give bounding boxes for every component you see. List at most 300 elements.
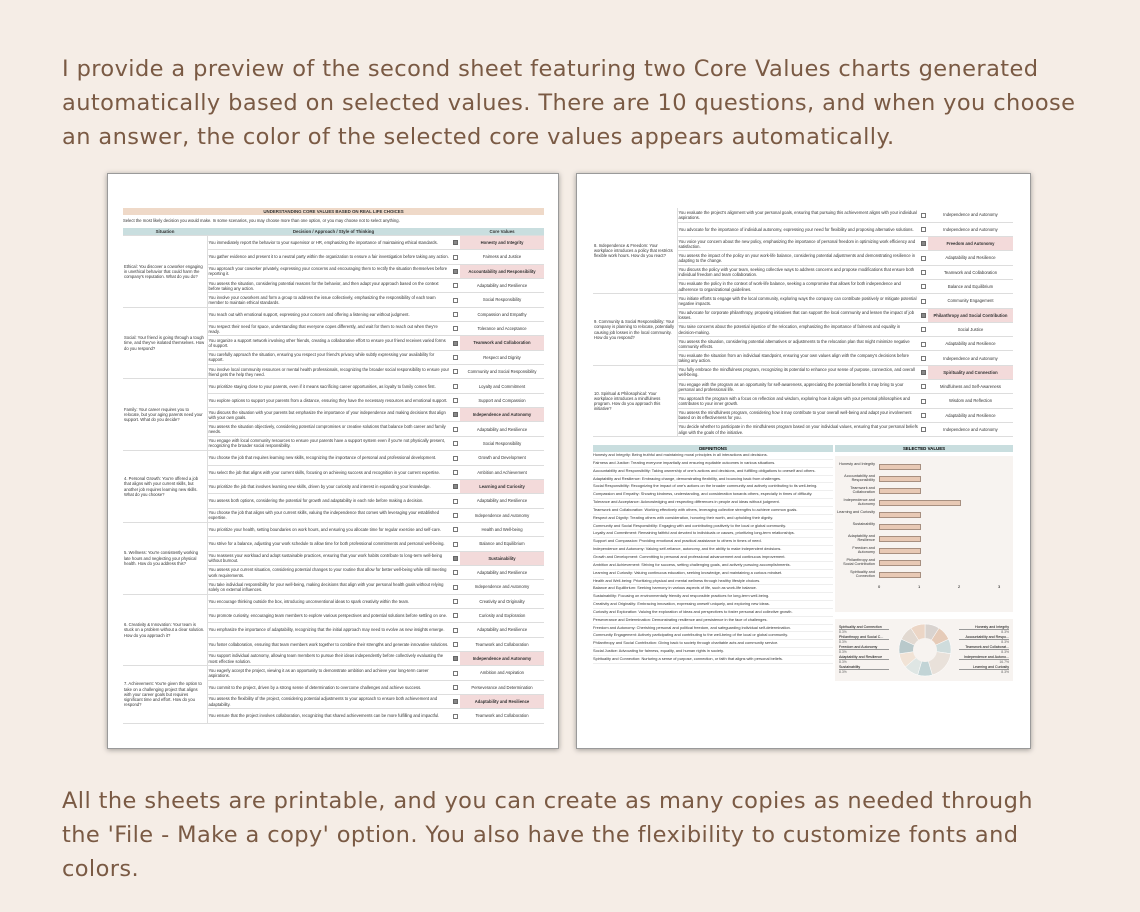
bar: [879, 512, 921, 518]
checkbox[interactable]: [453, 283, 458, 288]
pie-legend-label: Spirituality and Connection: [839, 625, 889, 630]
checkbox-cell: [451, 322, 460, 336]
checkbox-cell: [919, 380, 928, 394]
checkbox-cell: [451, 508, 460, 522]
checkbox[interactable]: [453, 556, 458, 561]
checkbox[interactable]: [921, 313, 926, 318]
checkbox-cell: [919, 279, 928, 293]
checkbox[interactable]: [453, 685, 458, 690]
core-value-cell: Sustainability: [460, 551, 544, 565]
definition-item: Loyalty and Commitment: Remaining faithful and devoted to individuals or causes, prioritizing long-term relationships.: [593, 530, 833, 538]
checkbox-cell: [919, 408, 928, 422]
bar: [879, 476, 921, 482]
checkbox-cell: [451, 680, 460, 694]
checkbox[interactable]: [453, 714, 458, 719]
core-value-cell: Loyalty and Commitment: [460, 379, 544, 393]
selected-values-panel: [835, 445, 1013, 452]
decision-text: You assess the situation, considering potential reasons for the behavior, and then adapt your approach based on the context before taking any action.: [207, 279, 451, 293]
bar: [879, 524, 921, 530]
core-value-cell: Adaptability and Resilience: [460, 279, 544, 293]
checkbox[interactable]: [453, 570, 458, 575]
definition-item: Tolerance and Acceptance: Acknowledging and respecting differences in people and ideas without judgment.: [593, 499, 833, 507]
checkbox[interactable]: [453, 384, 458, 389]
bar-category-label: Freedom and Autonomy: [852, 546, 875, 554]
table-row: [593, 208, 1013, 222]
decision-text: You evaluate the policy in the context of work-life balance, seeking a compromise that allows for both independence and adherence to organizational guidelines.: [677, 279, 919, 293]
decision-text: You emphasize the importance of adaptability, recognizing that the initial approach may need to evolve as new insights emerge.: [207, 623, 451, 637]
core-value-cell: Respect and Dignity: [460, 350, 544, 364]
decision-text: You prioritize staying close to your parents, even if it means sacrificing career opportunities, as loyalty to family comes first.: [207, 379, 451, 393]
checkbox-cell: [919, 251, 928, 265]
core-value-cell: Independence and Autonomy: [460, 408, 544, 422]
checkbox-cell: [919, 308, 928, 322]
header-decision: Decision / Approach / Style of Thinking: [207, 228, 460, 236]
selected-values-header: SELECTED VALUES: [835, 445, 1013, 452]
checkbox[interactable]: [921, 342, 926, 347]
bar: [879, 488, 921, 494]
x-tick-label: 0: [878, 584, 881, 589]
situation-cell: 8. Independence & Freedom: Your workplace introduces a policy that restricts flexible work hours. How do you react?: [593, 208, 677, 294]
definition-item: Accountability and Responsibility: Taking ownership of one's actions and decisions, and fulfilling obligations to oneself and others.: [593, 468, 833, 476]
checkbox-cell: [451, 465, 460, 479]
bar-category-label: Adaptability and Resilience: [847, 534, 875, 542]
checkbox[interactable]: [453, 484, 458, 489]
situation-cell: Family: Your career requires you to relocate, but your aging parents need your support. What do you decide?: [123, 379, 207, 451]
definitions-panel: [593, 445, 833, 664]
core-value-cell: Perseverance and Determination: [460, 680, 544, 694]
checkbox[interactable]: [453, 671, 458, 676]
pie-legend-pct: 8.3%: [1001, 649, 1009, 654]
checkbox-cell: [451, 608, 460, 622]
decision-text: You initiate efforts to engage with the local community, exploring ways the company can contribute positively or mitigate potential negative impacts.: [677, 294, 919, 308]
definition-item: Philanthropy and Social Contribution: Giving back to society through charitable acts and community service.: [593, 640, 833, 648]
decision-text: You prioritize your health, setting boundaries on work hours, and ensuring you allocate time for regular exercise and self-care.: [207, 522, 451, 536]
decision-text: You approach the program with a focus on reflection and wisdom, exploring how it aligns with your personal philosophies and contributes to your inner growth.: [677, 394, 919, 408]
definition-item: Social Responsibility: Recognizing the impact of one's actions on the broader community and actively contributing to its well-being.: [593, 483, 833, 491]
definition-item: Spirituality and Connection: Nurturing a sense of purpose, connection, or faith that aligns with personal beliefs.: [593, 656, 833, 664]
decision-text: You choose the job that aligns with your current skills, valuing the independence that comes with leveraging your established expertise.: [207, 508, 451, 522]
checkbox[interactable]: [453, 269, 458, 274]
core-value-cell: Independence and Autonomy: [928, 208, 1013, 222]
situation-cell: 4. Personal Growth: You're offered a job that aligns with your current skills, but another job requires learning new skills. What do you choose?: [123, 451, 207, 523]
checkbox[interactable]: [453, 499, 458, 504]
table-row: [123, 307, 544, 321]
core-value-cell: Creativity and Originality: [460, 594, 544, 608]
core-value-cell: Spirituality and Connection: [928, 365, 1013, 379]
core-value-cell: Accountability and Responsibility: [460, 264, 544, 278]
definition-item: Respect and Dignity: Treating others with consideration, honoring their worth, and upholding their dignity.: [593, 515, 833, 523]
x-tick-label: 2: [958, 584, 961, 589]
checkbox-cell: [451, 551, 460, 565]
decision-text: You immediately report the behavior to your supervisor or HR, emphasizing the importance of maintaining ethical standards.: [207, 236, 451, 250]
pie-legend-pct: 16.7%: [999, 659, 1009, 664]
decision-text: You assess your current situation, considering potential changes to your routine that allow for better well-being while still meeting work requirements.: [207, 565, 451, 579]
situation-cell: 9. Community & Social Responsibility: Your company is planning to relocate, potentially causing job losses in the local community. How do you respond?: [593, 294, 677, 365]
checkbox-cell: [919, 365, 928, 379]
checkbox[interactable]: [921, 227, 926, 232]
decision-text: You foster collaboration, ensuring that team members work together to combine their strengths and generate innovative solutions.: [207, 637, 451, 651]
definition-item: Fairness and Justice: Treating everyone impartially and ensuring equitable outcomes in various situations.: [593, 460, 833, 468]
definition-item: Learning and Curiosity: Valuing continuous education, seeking knowledge, and maintaining a curious mindset.: [593, 570, 833, 578]
checkbox[interactable]: [453, 470, 458, 475]
core-value-cell: Teamwork and Collaboration: [460, 709, 544, 723]
definition-item: Social Justice: Advocating for fairness, equality, and human rights in society.: [593, 648, 833, 656]
core-value-cell: Independence and Autonomy: [460, 651, 544, 665]
decision-text: You advocate for the importance of individual autonomy, expressing your need for flexibility and proposing alternative solutions.: [677, 222, 919, 236]
selected-values-bar-chart: [835, 456, 1013, 612]
pie-legend-pct: 8.3%: [1001, 639, 1009, 644]
core-value-cell: Independence and Autonomy: [460, 508, 544, 522]
decision-text: You advocate for corporate philanthropy, proposing initiatives that can support the local community and lessen the impact of job losses.: [677, 308, 919, 322]
pie-legend-label: Accountability and Respo...: [959, 635, 1009, 640]
situation-cell: 6. Creativity & Innovation: Your team is stuck on a problem without a clear solution. How do you approach it?: [123, 594, 207, 666]
checkbox-cell: [919, 422, 928, 436]
core-value-cell: Health and Well-being: [460, 522, 544, 536]
checkbox[interactable]: [453, 628, 458, 633]
checkbox[interactable]: [453, 255, 458, 260]
core-value-cell: Philanthropy and Social Contribution: [928, 308, 1013, 322]
selected-values-pie-chart: [835, 619, 1013, 681]
decision-text: You gather evidence and present it to a neutral party within the organization to ensure a fair investigation before taking any action.: [207, 250, 451, 264]
checkbox-cell: [451, 565, 460, 579]
decision-table-continued: [593, 208, 1013, 437]
decision-text: You engage with the program as an opportunity for self-awareness, appreciating the potential benefits it may bring to your personal and professional life.: [677, 380, 919, 394]
table-row: [123, 594, 544, 608]
checkbox-cell: [919, 294, 928, 308]
core-value-cell: Balance and Equilibrium: [928, 279, 1013, 293]
checkbox[interactable]: [921, 213, 926, 218]
definition-item: Curiosity and Exploration: Valuing the exploration of ideas and perspectives to foster personal and collective growth.: [593, 609, 833, 617]
sheet-title: UNDERSTANDING CORE VALUES BASED ON REAL LIFE CHOICES: [123, 208, 544, 215]
definition-item: Teamwork and Collaboration: Working effectively with others, leveraging collective strengths to achieve common goals.: [593, 507, 833, 515]
checkbox-cell: [451, 451, 460, 465]
checkbox[interactable]: [453, 298, 458, 303]
decision-text: You fully embrace the mindfulness program, recognizing its potential to enhance your sense of purpose, connection, and overall well-being.: [677, 365, 919, 379]
checkbox[interactable]: [453, 441, 458, 446]
pie-legend-pct: 8.3%: [839, 629, 847, 634]
checkbox[interactable]: [453, 642, 458, 647]
checkbox-cell: [451, 522, 460, 536]
decision-text: You raise concerns about the potential injustice of the relocation, emphasizing the importance of fairness and equality in decision-making.: [677, 322, 919, 336]
definition-item: Adaptability and Resilience: Embracing change, demonstrating flexibility, and bouncing back from challenges.: [593, 476, 833, 484]
definition-item: Community and Social Responsibility: Engaging with and contributing positively to the local or global community.: [593, 523, 833, 531]
left-sheet-preview: [107, 173, 559, 749]
checkbox-cell: [451, 264, 460, 278]
definition-item: Independence and Autonomy: Valuing self-reliance, autonomy, and the ability to make independent decisions.: [593, 546, 833, 554]
checkbox[interactable]: [453, 412, 458, 417]
definition-item: Ambition and Achievement: Striving for success, setting challenging goals, and actively pursuing accomplishments.: [593, 562, 833, 570]
decision-table: [123, 228, 544, 724]
decision-text: You involve local community resources or mental health professionals, recognizing the broader social responsibility to ensure your friend gets the help they need.: [207, 365, 451, 379]
core-value-cell: Adaptability and Resilience: [928, 337, 1013, 351]
decision-text: You assess the flexibility of the project, considering potential adjustments to your approach to ensure both achievement and adaptability.: [207, 695, 451, 709]
core-value-cell: Independence and Autonomy: [928, 222, 1013, 236]
core-value-cell: Independence and Autonomy: [928, 351, 1013, 365]
checkbox[interactable]: [921, 384, 926, 389]
checkbox[interactable]: [453, 542, 458, 547]
bar: [879, 536, 921, 542]
core-value-cell: Adaptability and Resilience: [460, 494, 544, 508]
core-value-cell: Ambition and Achievement: [460, 465, 544, 479]
situation-cell: Social: Your friend is going through a tough time, and they've isolated themselves. How do you respond?: [123, 307, 207, 379]
decision-text: You involve your coworkers and form a group to address the issue collectively, emphasizing the responsibility of each team member to maintain ethical standards.: [207, 293, 451, 307]
decision-text: You strive for a balance, adjusting your work schedule to allow time for both professional commitments and personal well-being.: [207, 537, 451, 551]
table-header-row: [123, 228, 544, 236]
checkbox[interactable]: [921, 356, 926, 361]
pie-legend-pct: 8.3%: [839, 669, 847, 674]
pie-legend-pct: 8.3%: [839, 659, 847, 664]
checkbox-cell: [451, 408, 460, 422]
bar-category-label: Accountability and Responsibility: [844, 474, 875, 482]
core-value-cell: Independence and Autonomy: [928, 422, 1013, 436]
checkbox[interactable]: [453, 341, 458, 346]
checkbox[interactable]: [921, 284, 926, 289]
bottom-caption: All the sheets are printable, and you can create as many copies as needed through the 'File - Make a copy' option. You also have the flexibility to customize fonts and colors.: [62, 788, 1033, 882]
decision-text: You voice your concern about the new policy, emphasizing the importance of personal freedom in optimizing work efficiency and satisfaction.: [677, 237, 919, 251]
top-caption: I provide a preview of the second sheet featuring two Core Values charts generated automatically based on selected values. There are 10 questions, and when you choose an answer, the color of the selected core values appears automatically.: [62, 56, 1076, 150]
checkbox-cell: [451, 279, 460, 293]
core-value-cell: Balance and Equilibrium: [460, 537, 544, 551]
checkbox[interactable]: [921, 427, 926, 432]
pie-legend-label: Adaptability and Resilience: [839, 655, 889, 660]
checkbox-cell: [919, 351, 928, 365]
pie-legend-pct: 8.3%: [839, 649, 847, 654]
checkbox-cell: [451, 580, 460, 594]
decision-text: You discuss the situation with your parents but emphasize the importance of your independence and making decisions that align with your own goals.: [207, 408, 451, 422]
checkbox[interactable]: [453, 427, 458, 432]
bar: [879, 572, 921, 578]
checkbox-cell: [451, 422, 460, 436]
checkbox-cell: [451, 336, 460, 350]
core-value-cell: Independence and Autonomy: [460, 580, 544, 594]
checkbox-cell: [451, 709, 460, 723]
checkbox[interactable]: [453, 355, 458, 360]
bar-category-label: Spirituality and Connection: [850, 570, 875, 578]
definition-item: Community Engagement: Actively participating and contributing to the well-being of the local or global community.: [593, 632, 833, 640]
checkbox[interactable]: [453, 326, 458, 331]
bar: [879, 560, 921, 566]
checkbox-cell: [919, 222, 928, 236]
checkbox-cell: [451, 479, 460, 493]
checkbox-cell: [451, 365, 460, 379]
core-value-cell: Curiosity and Exploration: [460, 608, 544, 622]
bar: [879, 464, 921, 470]
core-value-cell: Adaptability and Resilience: [460, 623, 544, 637]
checkbox[interactable]: [453, 613, 458, 618]
core-value-cell: Wisdom and Reflection: [928, 394, 1013, 408]
checkbox-cell: [451, 236, 460, 250]
checkbox-cell: [919, 322, 928, 336]
core-value-cell: Compassion and Empathy: [460, 307, 544, 321]
definition-item: Sustainability: Focusing on environmentally friendly and responsible practices for long-term well-being.: [593, 593, 833, 601]
decision-text: You engage with local community resources to ensure your parents have a support system even if you're not physically present, recognizing the broader social responsibility.: [207, 436, 451, 450]
checkbox[interactable]: [453, 656, 458, 661]
definition-item: Perseverance and Determination: Demonstrating resilience and persistence in the face of challenges.: [593, 617, 833, 625]
situation-cell: Ethical: You discover a coworker engaging in unethical behavior that could harm the company's reputation. What do you do?: [123, 236, 207, 308]
checkbox[interactable]: [453, 527, 458, 532]
checkbox-cell: [919, 265, 928, 279]
definition-item: Balance and Equilibrium: Seeking harmony in various aspects of life, such as work-life balance.: [593, 585, 833, 593]
checkbox-cell: [451, 695, 460, 709]
core-value-cell: Adaptability and Resilience: [460, 695, 544, 709]
header-situation: Situation: [123, 228, 207, 236]
bar-category-label: Teamwork and Collaboration: [850, 486, 875, 494]
checkbox[interactable]: [453, 312, 458, 317]
core-value-cell: Adaptability and Resilience: [460, 565, 544, 579]
checkbox-cell: [451, 436, 460, 450]
situation-cell: 7. Achievement: You're given the option to take on a challenging project that aligns with your career goals but requires significant time and effort. How do you respond?: [123, 666, 207, 723]
decision-text: You assess the situation, considering potential alternatives or adjustments to the relocation plan that might minimize negative community effects.: [677, 337, 919, 351]
table-row: [123, 522, 544, 536]
decision-text: You organize a support network involving other friends, creating a collaborative effort to ensure your friend receives varied forms of support.: [207, 336, 451, 350]
decision-text: You assess the mindfulness program, considering how it may contribute to your overall well-being and adapt your involvement based on its effectiveness for you.: [677, 408, 919, 422]
checkbox-cell: [451, 537, 460, 551]
definition-item: Honesty and Integrity: Being truthful and maintaining moral principles in all interactions and decisions.: [593, 452, 833, 460]
pie-legend-label: Teamwork and Collaborat...: [959, 645, 1009, 650]
checkbox[interactable]: [453, 585, 458, 590]
sheet-instructions: Select the most likely decision you would make. In some scenarios, you may choose more than one option, or you may choose not to select anything.: [123, 218, 400, 223]
table-row: [123, 236, 544, 250]
checkbox-cell: [451, 494, 460, 508]
checkbox[interactable]: [921, 370, 926, 375]
checkbox[interactable]: [453, 456, 458, 461]
decision-text: You reach out with emotional support, expressing your concern and offering a listening ear without judgment.: [207, 307, 451, 321]
decision-text: You carefully approach the situation, ensuring you respect your friend's privacy while subtly expressing your availability for support.: [207, 350, 451, 364]
checkbox-cell: [451, 350, 460, 364]
definition-item: Freedom and Autonomy: Cherishing personal and political freedom, and safeguarding individual self-determination.: [593, 625, 833, 633]
decision-text: You promote curiosity, encouraging team members to explore various perspectives and potential solutions before settling on one.: [207, 608, 451, 622]
bar-category-label: Sustainability: [852, 522, 875, 526]
core-value-cell: Support and Compassion: [460, 393, 544, 407]
core-value-cell: Learning and Curiosity: [460, 479, 544, 493]
checkbox[interactable]: [453, 699, 458, 704]
table-row: [593, 294, 1013, 308]
definition-item: Compassion and Empathy: Showing kindness, understanding, and consideration towards others, especially in times of difficulty.: [593, 491, 833, 499]
core-value-cell: Adaptability and Resilience: [928, 251, 1013, 265]
checkbox-cell: [451, 651, 460, 665]
pie-legend-pct: 8.3%: [1001, 629, 1009, 634]
decision-text: You explore options to support your parents from a distance, ensuring they have the necessary resources and emotional support.: [207, 393, 451, 407]
decision-text: You choose the job that requires learning new skills, recognizing the importance of personal and professional development.: [207, 451, 451, 465]
checkbox[interactable]: [921, 270, 926, 275]
checkbox[interactable]: [921, 299, 926, 304]
core-value-cell: Community Engagement: [928, 294, 1013, 308]
decision-text: You approach your coworker privately, expressing your concerns and encouraging them to rectify the situation themselves before reporting it.: [207, 264, 451, 278]
checkbox-cell: [451, 393, 460, 407]
decision-text: You encourage thinking outside the box, introducing unconventional ideas to spark creativity within the team.: [207, 594, 451, 608]
checkbox[interactable]: [453, 599, 458, 604]
definition-item: Growth and Development: Committing to personal and professional advancement and continuous improvement.: [593, 554, 833, 562]
core-value-cell: Adaptability and Resilience: [460, 422, 544, 436]
bar: [879, 500, 961, 506]
core-value-cell: Freedom and Autonomy: [928, 237, 1013, 251]
checkbox[interactable]: [453, 369, 458, 374]
right-sheet-preview: [576, 173, 1031, 749]
core-value-cell: Social Justice: [928, 322, 1013, 336]
pie-legend-label: Learning and Curiosity: [959, 665, 1009, 670]
checkbox-cell: [451, 250, 460, 264]
pie-legend-label: Honesty and Integrity: [959, 625, 1009, 630]
core-value-cell: Mindfulness and Self-Awareness: [928, 380, 1013, 394]
checkbox-cell: [919, 237, 928, 251]
pie-legend-label: Independence and Autono...: [959, 655, 1009, 660]
table-row: [123, 451, 544, 465]
checkbox-cell: [451, 637, 460, 651]
decision-text: You assess both options, considering the potential for growth and adaptability in each role before making a decision.: [207, 494, 451, 508]
checkbox[interactable]: [453, 398, 458, 403]
checkbox[interactable]: [921, 241, 926, 246]
decision-text: You reassess your workload and adopt sustainable practices, ensuring that your work habits contribute to long-term well-being without burnout.: [207, 551, 451, 565]
bar-category-label: Honesty and Integrity: [839, 462, 875, 466]
checkbox[interactable]: [921, 327, 926, 332]
checkbox[interactable]: [453, 513, 458, 518]
situation-cell: 10. Spiritual & Philosophical: Your workplace introduces a mindfulness program. How do you approach this initiative?: [593, 365, 677, 436]
x-tick-label: 3: [998, 584, 1001, 589]
table-row: [123, 379, 544, 393]
checkbox-cell: [919, 208, 928, 222]
checkbox-cell: [451, 293, 460, 307]
pie-legend-pct: 8.3%: [1001, 669, 1009, 674]
checkbox-cell: [451, 379, 460, 393]
bar: [879, 548, 921, 554]
pie-legend-label: Philanthropy and Social C...: [839, 635, 889, 640]
table-row: [123, 666, 544, 680]
checkbox-cell: [919, 337, 928, 351]
checkbox-cell: [451, 307, 460, 321]
core-value-cell: Community and Social Responsibility: [460, 365, 544, 379]
decision-text: You discuss the policy with your team, seeking collective ways to address concerns and propose modifications that ensure both individual freedom and team collaboration.: [677, 265, 919, 279]
decision-text: You select the job that aligns with your current skills, focusing on achieving success and recognition in your current expertise.: [207, 465, 451, 479]
decision-text: You commit to the project, driven by a strong sense of determination to overcome challenges and achieve success.: [207, 680, 451, 694]
checkbox-cell: [451, 594, 460, 608]
decision-text: You assess the impact of the policy on your work-life balance, considering potential adjustments and demonstrating resilience in adapting to the change.: [677, 251, 919, 265]
core-value-cell: Adaptability and Resilience: [928, 408, 1013, 422]
checkbox[interactable]: [921, 413, 926, 418]
checkbox[interactable]: [453, 240, 458, 245]
decision-text: You support individual autonomy, allowing team members to pursue their ideas independently before collectively evaluating the most effective solution.: [207, 651, 451, 665]
x-tick-label: 1: [918, 584, 921, 589]
decision-text: You respect their need for space, understanding that everyone copes differently, and wait for them to reach out when they're ready.: [207, 322, 451, 336]
decision-text: You eagerly accept the project, viewing it as an opportunity to demonstrate ambition and achieve your long-term career aspirations.: [207, 666, 451, 680]
core-value-cell: Teamwork and Collaboration: [460, 637, 544, 651]
checkbox[interactable]: [921, 256, 926, 261]
core-value-cell: Fairness and Justice: [460, 250, 544, 264]
pie-legend-pct: 8.3%: [839, 639, 847, 644]
core-value-cell: Social Responsibility: [460, 436, 544, 450]
core-value-cell: Teamwork and Collaboration: [460, 336, 544, 350]
definitions-header: DEFINITIONS: [593, 445, 833, 452]
decision-text: You take individual responsibility for your well-being, making decisions that align with your personal health goals without relying solely on external influences.: [207, 580, 451, 594]
decision-text: You assess the situation objectively, considering potential compromises or creative solutions that balance both career and family needs.: [207, 422, 451, 436]
core-value-cell: Growth and Development: [460, 451, 544, 465]
decision-text: You ensure that the project involves collaboration, recognizing that shared achievements can be more fulfilling and impactful.: [207, 709, 451, 723]
definitions-list: [593, 452, 833, 664]
pie-legend-label: Sustainability: [839, 665, 889, 670]
header-core-values: Core Values: [460, 228, 544, 236]
bar-category-label: Independence and Autonomy: [843, 498, 875, 506]
decision-text: You evaluate the project's alignment with your personal goals, ensuring that pursuing this achievement aligns with your individual aspirations.: [677, 208, 919, 222]
definition-item: Creativity and Originality: Embracing innovation, expressing oneself uniquely, and exploring new ideas.: [593, 601, 833, 609]
decision-text: You evaluate the situation from an individual standpoint, ensuring your own values align with the company's decisions before taking any action.: [677, 351, 919, 365]
core-value-cell: Social Responsibility: [460, 293, 544, 307]
checkbox[interactable]: [921, 399, 926, 404]
checkbox-cell: [451, 623, 460, 637]
pie-hole: [913, 638, 937, 662]
definition-item: Health and Well-being: Prioritizing physical and mental wellness through healthy lifestyle choices.: [593, 578, 833, 586]
bar-category-label: Learning and Curiosity: [837, 510, 875, 514]
bar-category-label: Philanthropy and Social Contribution: [843, 558, 875, 566]
core-value-cell: Ambition and Aspiration: [460, 666, 544, 680]
